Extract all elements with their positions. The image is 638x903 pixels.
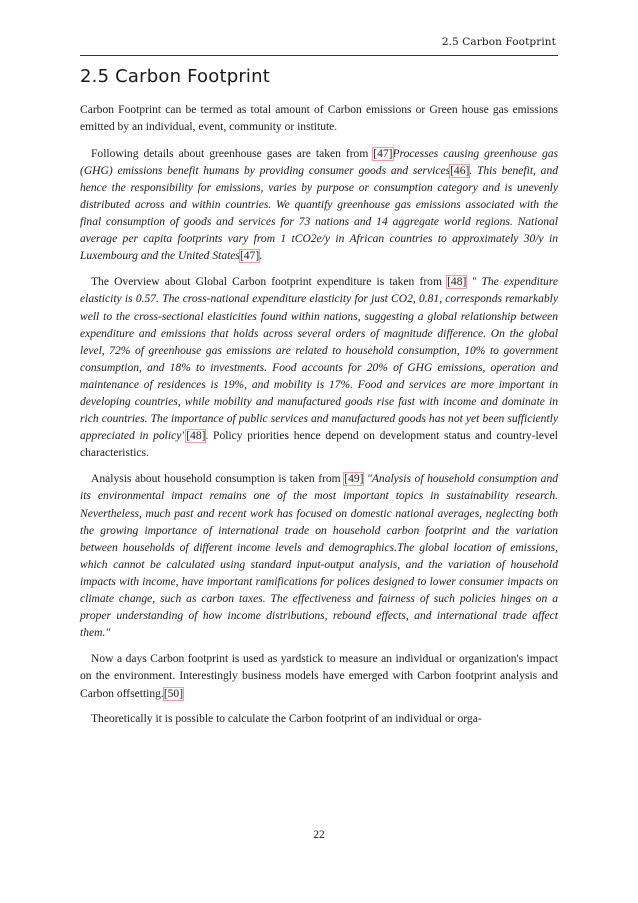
header-rule [80,55,558,56]
paragraph-definition: Carbon Footprint can be termed as total amount of Carbon emissions or Green house gas emissions emitted by an individual, event, community or institute. [80,104,558,134]
para4-lead: Analysis about household consumption is taken from [91,473,345,486]
para2-quote1: Processes causing greenhouse gas (GHG) emissions benefit humans by providing consumer goods and services [80,147,558,177]
para2-quote2: . This benefit, and hence the responsibility for emissions, varies by purpose or consumption category and is unevenly distributed across and within countries. We quantify greenhouse gas emissions associated with the final consumption of goods and services for 73 nations and 14 aggregate world regions. National average per capita footprints vary from 1 tCO2e/y in African countries to approximately 30/y in Luxembourg and the United States [80,164,558,262]
para5-text: Now a days Carbon footprint is used as yardstick to measure an individual or organization's impact on the environment. Interestingly business models have emerged with Carbon footprint analysis and Carbon offsetting. [80,653,558,700]
citation-link[interactable]: [48] [447,276,467,289]
citation-link[interactable]: [48] [186,429,206,442]
paragraph-greenhouse-gases [80,146,558,265]
para4-quote: "Analysis of household consumption and its environmental impact remains one of the most important topics in sustainability research. Nevertheless, much past and recent work has focused on domestic national averages, neglecting both the growing importance of international trade on household carbon footprint and the variation between households of different income levels and demographics.The global location of emissions, which cannot be calculated using standard input-output analysis, and the variation of household impacts with income, have important ramifications for polices designed to lower consumer impacts on climate change, such as carbon taxes. The effectiveness and fairness of such policies hinges on a proper understanding of how income distributions, rebound effects, and international trade affect them." [80,473,558,639]
citation-link[interactable]: [47] [373,147,393,160]
para3-quote: " The expenditure elasticity is 0.57. The cross-national expenditure elasticity for just CO2, 0.81, corresponds remarkably well to the cross-sectional elasticities found within nations, suggesting a global relationship between expenditure and emissions that holds across several orders of magnitude difference. On the global level, 72% of greenhouse gas emissions are related to household consumption, 10% to government consumption, and 18% to investments. Food accounts for 20% of GHG emissions, operation and maintenance of residences is 19%, and mobility is 17%. Food and services are more important in developing countries, while mobility and manufactured goods rise fast with income and dominate in rich countries. The importance of public services and manufactured goods has not yet been sufficiently appreciated in policy" [80,276,559,442]
para2-tail: . [259,249,263,262]
citation-link[interactable]: [46] [450,164,470,177]
body-text [80,102,558,737]
running-head: 2.5 Carbon Footprint [441,36,556,48]
paragraph-yardstick [80,651,558,702]
paragraph-household-consumption [80,471,558,641]
paragraph-theoretical: Theoretically it is possible to calculate the Carbon footprint of an individual or orga- [91,712,482,725]
para3-lead: The Overview about Global Carbon footprint expenditure is taken from [91,276,448,289]
citation-link[interactable]: [49] [344,473,364,486]
citation-link[interactable]: [50] [163,687,184,700]
section-title: 2.5 Carbon Footprint [80,66,271,87]
para2-lead: Following details about greenhouse gases are taken from [91,147,374,160]
para3-tail: . Policy priorities hence depend on development status and country-level characteristics. [80,429,558,459]
citation-link[interactable]: [47] [239,249,260,262]
page-number: 22 [313,829,325,841]
paragraph-global-expenditure [80,274,558,462]
